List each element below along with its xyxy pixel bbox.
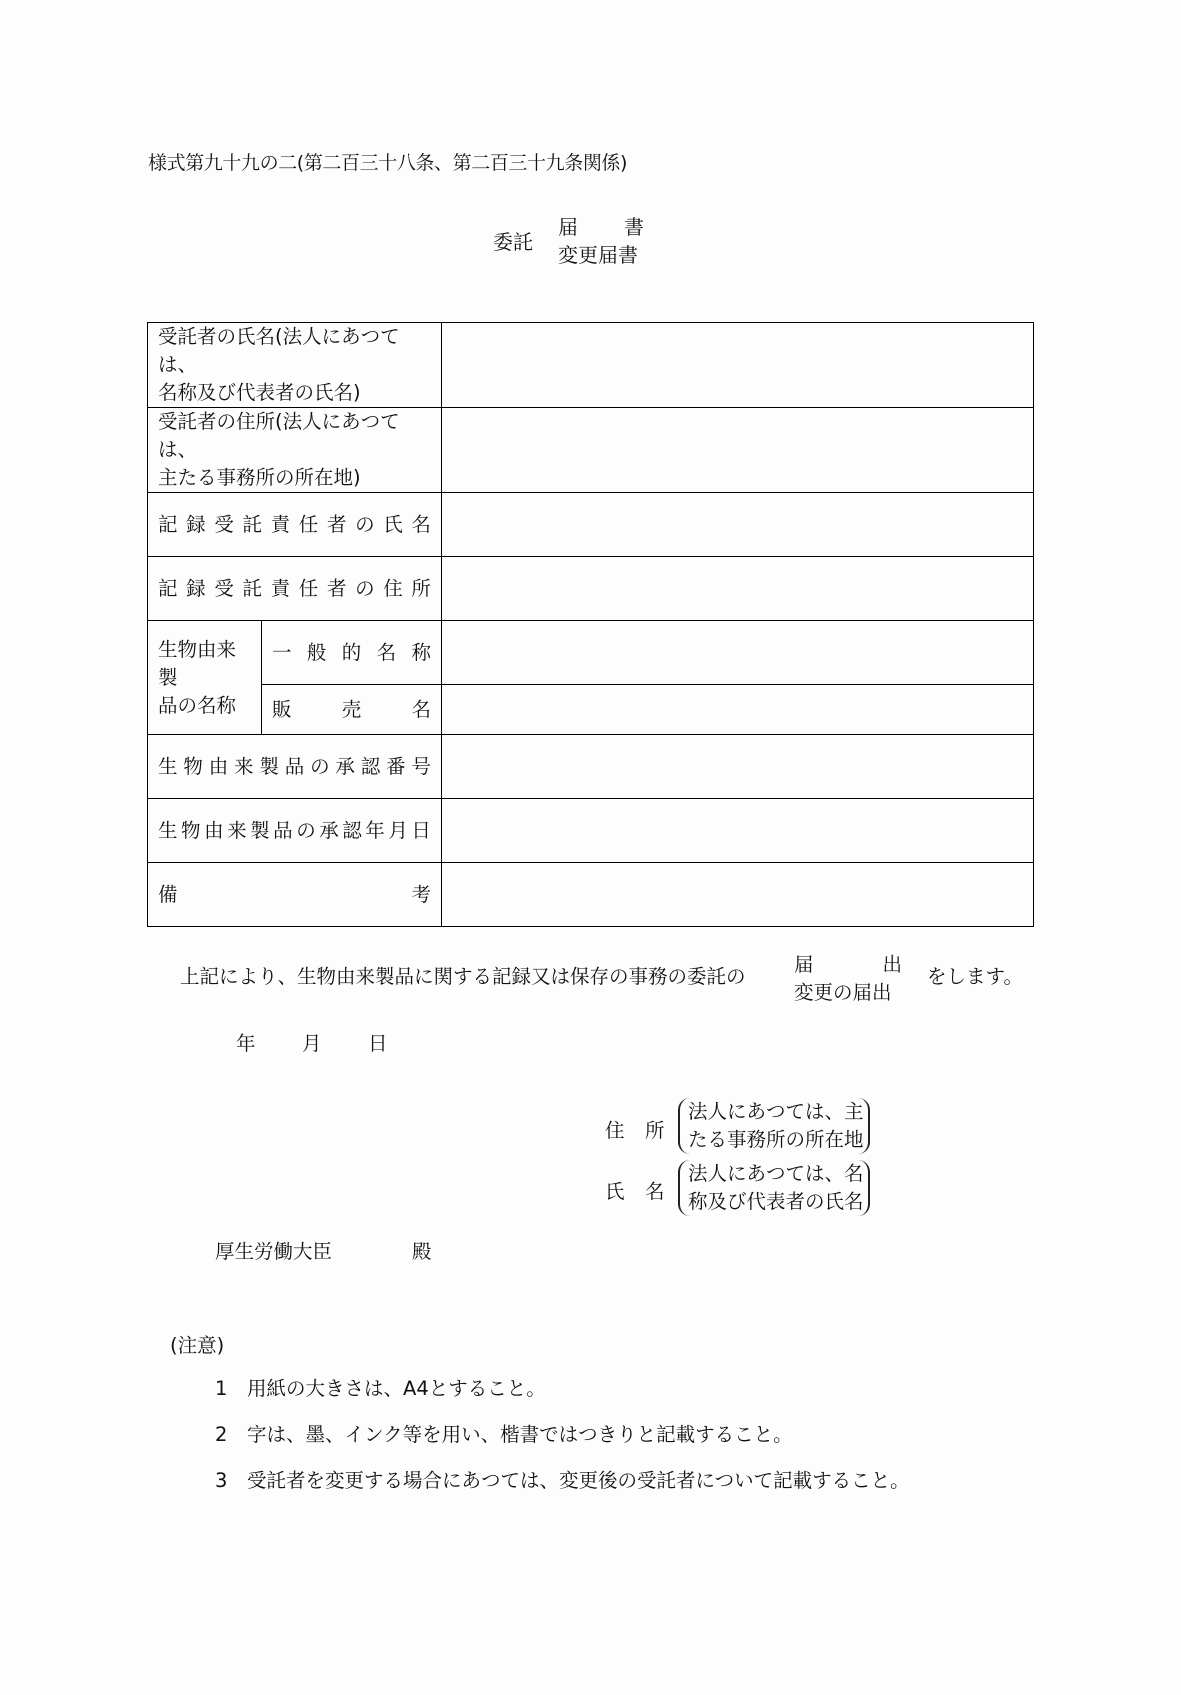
address-label-1: 住 bbox=[605, 1119, 625, 1142]
table-row bbox=[148, 863, 1034, 927]
statement-option-2: 変更の届出 bbox=[794, 981, 892, 1004]
note-number: 2 bbox=[215, 1423, 228, 1446]
row-label: 記 録 受 託 責 任 者 の 住 所 bbox=[148, 557, 442, 621]
address-label-2: 所 bbox=[645, 1119, 665, 1142]
brand-name-field[interactable] bbox=[442, 685, 1034, 735]
name-label-1: 氏 bbox=[605, 1180, 625, 1203]
row-label: 備 考 bbox=[148, 863, 442, 927]
table-row bbox=[148, 799, 1034, 863]
statement-text: 上記により、生物由来製品に関する記録又は保存の事務の委託の bbox=[180, 965, 746, 988]
date-year: 年 bbox=[236, 1032, 256, 1055]
date-month: 月 bbox=[302, 1032, 322, 1055]
table-row bbox=[148, 323, 1034, 408]
note-text: 受託者を変更する場合にあつては、変更後の受託者について記載すること。 bbox=[247, 1469, 910, 1492]
table-row bbox=[148, 735, 1034, 799]
name-note: 法人にあつては、名 称及び代表者の氏名 bbox=[678, 1160, 870, 1216]
trustee-address-field[interactable] bbox=[442, 408, 1034, 493]
address-note: 法人にあつては、主 たる事務所の所在地 bbox=[678, 1098, 870, 1154]
name-label-2: 名 bbox=[645, 1180, 665, 1203]
statement-suffix: をします。 bbox=[927, 965, 1023, 988]
statement-option-1-right: 出 bbox=[882, 953, 902, 976]
table-row bbox=[148, 621, 1034, 685]
notes-title: (注意) bbox=[170, 1334, 225, 1357]
record-manager-name-field[interactable] bbox=[442, 493, 1034, 557]
title-option-1-left: 届 bbox=[558, 215, 578, 239]
title-option-1-right: 書 bbox=[624, 215, 644, 239]
row-label: 生 物 由 来 製 品 の 承 認 番 号 bbox=[148, 735, 442, 799]
row-label: 受託者の氏名(法人にあつては、 名称及び代表者の氏名) bbox=[148, 323, 442, 408]
remarks-field[interactable] bbox=[442, 863, 1034, 927]
title-prefix: 委託 bbox=[493, 230, 533, 254]
table-row bbox=[148, 557, 1034, 621]
table-row bbox=[148, 493, 1034, 557]
entrustment-form-table bbox=[147, 322, 1034, 927]
row-label: 販 売 名 bbox=[262, 685, 442, 735]
statement-options bbox=[794, 951, 902, 1007]
trustee-name-field[interactable] bbox=[442, 323, 1034, 408]
title-options bbox=[558, 213, 644, 269]
row-label: 受託者の住所(法人にあつては、 主たる事務所の所在地) bbox=[148, 408, 442, 493]
statement-option-1-left: 届 bbox=[794, 953, 814, 976]
approval-number-field[interactable] bbox=[442, 735, 1034, 799]
note-number: 1 bbox=[215, 1377, 228, 1400]
title-option-2: 変更届書 bbox=[558, 243, 638, 267]
date-day: 日 bbox=[368, 1032, 388, 1055]
generic-name-field[interactable] bbox=[442, 621, 1034, 685]
note-text: 字は、墨、インク等を用い、楷書ではつきりと記載すること。 bbox=[247, 1423, 793, 1446]
table-row bbox=[148, 408, 1034, 493]
addressee-honorific: 殿 bbox=[412, 1240, 432, 1263]
row-label: 一 般 的 名 称 bbox=[262, 621, 442, 685]
form-number: 様式第九十九の二(第二百三十八条、第二百三十九条関係) bbox=[148, 152, 628, 174]
row-label: 生 物 由 来 製 品 の 承 認 年 月 日 bbox=[148, 799, 442, 863]
approval-date-field[interactable] bbox=[442, 799, 1034, 863]
product-name-group-label: 生物由来製 品の名称 bbox=[148, 621, 262, 735]
note-text: 用紙の大きさは、A4とすること。 bbox=[247, 1377, 546, 1400]
record-manager-address-field[interactable] bbox=[442, 557, 1034, 621]
table-row bbox=[148, 685, 1034, 735]
row-label: 記 録 受 託 責 任 者 の 氏 名 bbox=[148, 493, 442, 557]
note-number: 3 bbox=[215, 1469, 228, 1492]
addressee-name: 厚生労働大臣 bbox=[215, 1240, 333, 1263]
